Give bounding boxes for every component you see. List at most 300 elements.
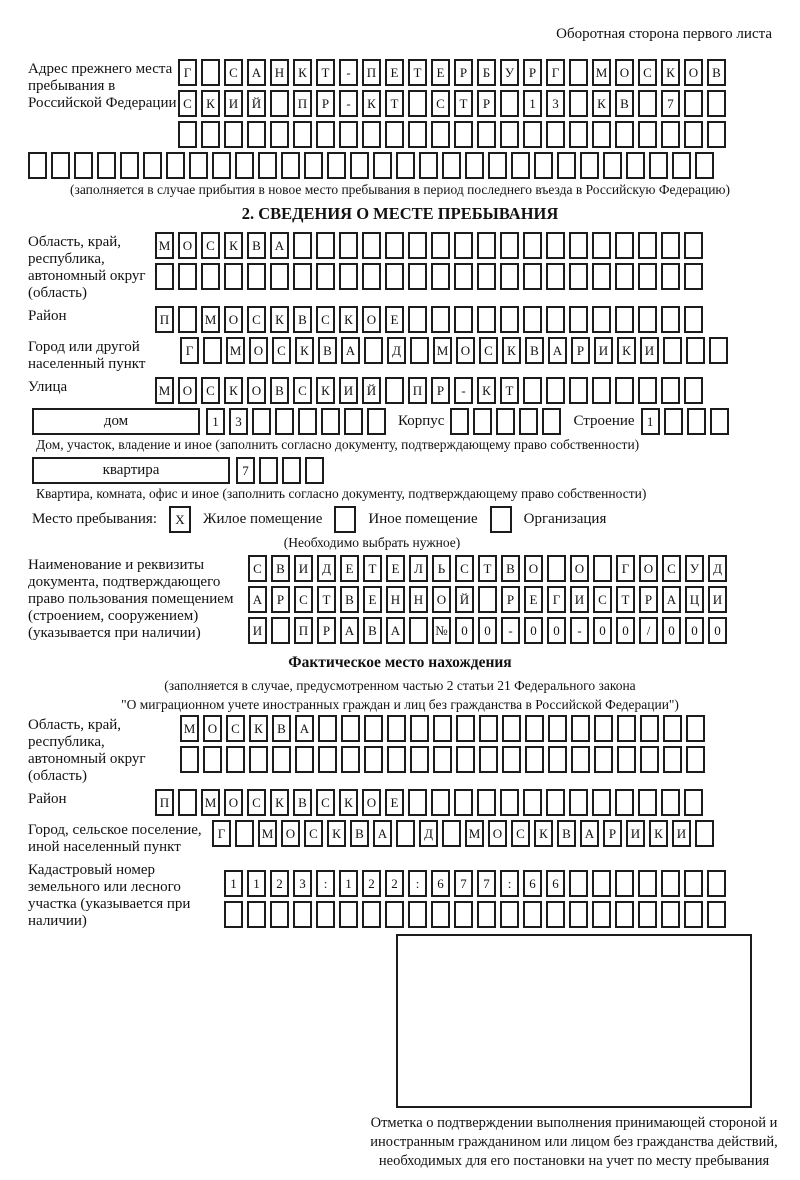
char-box <box>431 263 450 290</box>
char-box: 6 <box>523 870 542 897</box>
char-box: Р <box>523 59 542 86</box>
apartment-number-boxes <box>236 457 328 484</box>
prev-address-label: Адрес прежнего места пребывания в Российской Федерации <box>28 61 177 111</box>
char-box: А <box>270 232 289 259</box>
char-box: Т <box>317 586 336 613</box>
char-box <box>661 232 680 259</box>
char-box: А <box>247 59 266 86</box>
char-box <box>592 232 611 259</box>
char-box <box>546 263 565 290</box>
char-box: К <box>295 337 314 364</box>
char-box <box>490 506 512 533</box>
char-box: С <box>662 555 681 582</box>
district-field <box>28 306 772 333</box>
char-box <box>477 121 496 148</box>
char-box <box>247 263 266 290</box>
char-box <box>408 232 427 259</box>
char-box <box>305 457 324 484</box>
char-box <box>270 901 289 928</box>
char-box: А <box>386 617 405 644</box>
char-box: П <box>155 789 174 816</box>
char-box: Г <box>180 337 199 364</box>
char-box <box>707 901 726 928</box>
char-box: О <box>432 586 451 613</box>
char-box <box>362 121 381 148</box>
stay-type-label: Место пребывания: <box>32 511 157 527</box>
char-box: : <box>316 870 335 897</box>
char-box <box>661 901 680 928</box>
char-box: 0 <box>524 617 543 644</box>
char-box <box>387 715 406 742</box>
actual-city-row <box>212 820 718 847</box>
char-box <box>684 90 703 117</box>
char-box <box>638 121 657 148</box>
char-box <box>664 408 683 435</box>
char-box <box>362 232 381 259</box>
char-box <box>617 746 636 773</box>
char-box: С <box>479 337 498 364</box>
char-box <box>295 746 314 773</box>
district-label: Район <box>28 308 67 324</box>
char-box <box>661 263 680 290</box>
char-box <box>362 901 381 928</box>
prev-address-row-2 <box>178 90 730 117</box>
actual-region-field <box>28 715 772 785</box>
char-box: В <box>271 555 290 582</box>
char-box <box>408 901 427 928</box>
char-box <box>249 746 268 773</box>
char-box <box>224 263 243 290</box>
char-box: С <box>593 586 612 613</box>
char-box <box>477 789 496 816</box>
char-box: 7 <box>661 90 680 117</box>
char-box <box>548 715 567 742</box>
char-box <box>431 232 450 259</box>
char-box <box>271 617 290 644</box>
char-box: С <box>247 789 266 816</box>
region-field <box>28 232 772 302</box>
char-box: 1 <box>247 870 266 897</box>
char-box <box>318 715 337 742</box>
char-box <box>293 263 312 290</box>
char-box: 2 <box>270 870 289 897</box>
char-box <box>408 306 427 333</box>
char-box: А <box>341 337 360 364</box>
char-box <box>661 789 680 816</box>
char-box: 2 <box>362 870 381 897</box>
char-box: К <box>201 90 220 117</box>
char-box: Е <box>385 789 404 816</box>
char-box: О <box>224 789 243 816</box>
char-box <box>178 121 197 148</box>
char-box: К <box>661 59 680 86</box>
char-box <box>592 121 611 148</box>
char-box: У <box>685 555 704 582</box>
char-box <box>224 121 243 148</box>
char-box <box>638 377 657 404</box>
char-box: Т <box>363 555 382 582</box>
char-box <box>341 746 360 773</box>
street-row <box>155 377 707 404</box>
char-box <box>479 715 498 742</box>
apartment-caption: Квартира, комната, офис и иное (заполнить согласно документу, подтверждающему право собственности) <box>36 486 647 501</box>
char-box <box>707 870 726 897</box>
char-box <box>433 715 452 742</box>
char-box: Й <box>362 377 381 404</box>
char-box: В <box>318 337 337 364</box>
char-box <box>270 263 289 290</box>
char-box: Р <box>571 337 590 364</box>
char-box <box>580 152 599 179</box>
char-box: Л <box>409 555 428 582</box>
char-box <box>364 746 383 773</box>
char-box <box>534 152 553 179</box>
char-box <box>478 586 497 613</box>
char-box: В <box>293 789 312 816</box>
char-box <box>431 306 450 333</box>
char-box: И <box>570 586 589 613</box>
char-box <box>709 337 728 364</box>
city-field <box>28 337 772 373</box>
char-box <box>304 152 323 179</box>
char-box <box>473 408 492 435</box>
char-box: О <box>281 820 300 847</box>
char-box <box>408 263 427 290</box>
char-box <box>661 121 680 148</box>
char-box: 1 <box>206 408 225 435</box>
char-box: К <box>270 789 289 816</box>
char-box: М <box>433 337 452 364</box>
char-box <box>321 408 340 435</box>
char-box: Г <box>212 820 231 847</box>
char-box <box>592 901 611 928</box>
char-box <box>410 715 429 742</box>
char-box <box>638 870 657 897</box>
char-box <box>409 617 428 644</box>
char-box: 3 <box>546 90 565 117</box>
char-box: К <box>316 377 335 404</box>
char-box <box>707 90 726 117</box>
char-box <box>640 746 659 773</box>
char-box: О <box>249 337 268 364</box>
char-box <box>500 263 519 290</box>
district-row <box>155 306 707 333</box>
apartment-row <box>32 457 772 484</box>
char-box <box>638 232 657 259</box>
cadastral-label: Кадастровый номер земельного или лесного участка (указывается при наличии) <box>28 862 191 929</box>
char-box <box>270 121 289 148</box>
char-box: С <box>316 306 335 333</box>
char-box <box>203 746 222 773</box>
char-box <box>500 90 519 117</box>
char-box: С <box>248 555 267 582</box>
char-box <box>684 232 703 259</box>
char-box: О <box>178 377 197 404</box>
char-box <box>339 263 358 290</box>
char-box <box>592 306 611 333</box>
char-box <box>74 152 93 179</box>
char-box: М <box>201 306 220 333</box>
char-box: Т <box>454 90 473 117</box>
char-box <box>496 408 515 435</box>
char-box: 7 <box>477 870 496 897</box>
char-box: - <box>501 617 520 644</box>
char-box <box>235 152 254 179</box>
char-box: О <box>224 306 243 333</box>
char-box: С <box>224 59 243 86</box>
char-box <box>663 715 682 742</box>
char-box: В <box>707 59 726 86</box>
char-box <box>502 715 521 742</box>
char-box <box>298 408 317 435</box>
house-caption: Дом, участок, владение и иное (заполнить согласно документу, подтверждающему право собственности) <box>36 437 640 452</box>
char-box: Г <box>616 555 635 582</box>
char-box: С <box>201 232 220 259</box>
char-box <box>247 901 266 928</box>
char-box: В <box>272 715 291 742</box>
char-box <box>592 263 611 290</box>
char-box: 0 <box>616 617 635 644</box>
char-box: Р <box>603 820 622 847</box>
char-box: В <box>270 377 289 404</box>
char-box <box>500 232 519 259</box>
char-box <box>259 457 278 484</box>
actual-district-label: Район <box>28 791 67 807</box>
section2-title: 2. СВЕДЕНИЯ О МЕСТЕ ПРЕБЫВАНИЯ <box>241 204 559 223</box>
char-box <box>684 377 703 404</box>
actual-region-row-2 <box>180 746 709 773</box>
char-box <box>189 152 208 179</box>
char-box: Е <box>386 555 405 582</box>
char-box <box>615 263 634 290</box>
char-box <box>569 121 588 148</box>
char-box: Ь <box>432 555 451 582</box>
char-box: 0 <box>478 617 497 644</box>
checkbox-residential <box>169 506 195 533</box>
char-box <box>615 789 634 816</box>
char-box: 0 <box>547 617 566 644</box>
char-box: О <box>178 232 197 259</box>
char-box <box>396 152 415 179</box>
char-box <box>695 820 714 847</box>
char-box: И <box>594 337 613 364</box>
char-box <box>686 337 705 364</box>
char-box: П <box>408 377 427 404</box>
char-box <box>178 789 197 816</box>
char-box <box>387 746 406 773</box>
char-box: К <box>270 306 289 333</box>
char-box: Р <box>431 377 450 404</box>
char-box <box>51 152 70 179</box>
char-box: Н <box>270 59 289 86</box>
char-box <box>454 901 473 928</box>
char-box: И <box>626 820 645 847</box>
char-box <box>684 901 703 928</box>
char-box <box>500 306 519 333</box>
char-box <box>120 152 139 179</box>
char-box <box>431 121 450 148</box>
char-box <box>350 152 369 179</box>
char-box: 2 <box>385 870 404 897</box>
actual-city-label: Город, сельское поселение, иной населенный пункт <box>28 822 202 855</box>
char-box <box>373 152 392 179</box>
char-box: 1 <box>224 870 243 897</box>
char-box <box>569 901 588 928</box>
char-box <box>663 337 682 364</box>
char-box <box>523 306 542 333</box>
char-box <box>571 715 590 742</box>
char-box: О <box>362 789 381 816</box>
char-box <box>344 408 363 435</box>
char-box <box>334 506 356 533</box>
char-box: М <box>592 59 611 86</box>
char-box: Д <box>387 337 406 364</box>
char-box <box>362 263 381 290</box>
char-box: Н <box>386 586 405 613</box>
char-box <box>684 263 703 290</box>
cadastral-row-2 <box>224 901 730 928</box>
char-box <box>615 901 634 928</box>
char-box: В <box>525 337 544 364</box>
char-box: Б <box>477 59 496 86</box>
char-box: Т <box>385 90 404 117</box>
char-box <box>454 263 473 290</box>
char-box: А <box>373 820 392 847</box>
char-box <box>408 90 427 117</box>
char-box <box>431 789 450 816</box>
char-box: А <box>580 820 599 847</box>
char-box: С <box>294 586 313 613</box>
char-box: О <box>639 555 658 582</box>
char-box: О <box>615 59 634 86</box>
char-box <box>672 152 691 179</box>
char-box <box>615 232 634 259</box>
char-box <box>419 152 438 179</box>
korpus-boxes <box>450 408 565 435</box>
char-box: Е <box>363 586 382 613</box>
char-box <box>247 121 266 148</box>
apartment-label-box: квартира <box>32 457 230 484</box>
region-row-2 <box>155 263 707 290</box>
char-box <box>155 263 174 290</box>
char-box: И <box>672 820 691 847</box>
char-box <box>638 306 657 333</box>
region-row-1 <box>155 232 707 259</box>
char-box <box>661 306 680 333</box>
char-box <box>571 746 590 773</box>
char-box <box>546 232 565 259</box>
char-box: Е <box>385 306 404 333</box>
char-box: 6 <box>546 870 565 897</box>
char-box <box>569 90 588 117</box>
actual-region-label: Область, край, республика, автономный округ (область) <box>28 717 146 784</box>
char-box <box>166 152 185 179</box>
char-box <box>502 746 521 773</box>
char-box <box>663 746 682 773</box>
char-box: П <box>293 90 312 117</box>
char-box <box>500 901 519 928</box>
region-label: Область, край, республика, автономный округ (область) <box>28 234 146 301</box>
option-residential-label: Жилое помещение <box>203 511 323 527</box>
char-box: К <box>249 715 268 742</box>
char-box <box>454 306 473 333</box>
prev-address-row-1 <box>178 59 730 86</box>
char-box <box>687 408 706 435</box>
char-box <box>546 121 565 148</box>
char-box <box>479 746 498 773</box>
char-box: Р <box>501 586 520 613</box>
char-box: К <box>327 820 346 847</box>
char-box <box>410 337 429 364</box>
char-box <box>477 232 496 259</box>
document-row-2 <box>248 586 731 613</box>
prev-address-field <box>28 59 772 148</box>
char-box: Е <box>340 555 359 582</box>
char-box: О <box>684 59 703 86</box>
char-box <box>523 377 542 404</box>
char-box: В <box>247 232 266 259</box>
char-box: 0 <box>455 617 474 644</box>
option-organization-label: Организация <box>523 511 607 527</box>
char-box: М <box>155 232 174 259</box>
char-box: К <box>339 306 358 333</box>
char-box <box>408 789 427 816</box>
char-box: Т <box>316 59 335 86</box>
char-box <box>456 715 475 742</box>
char-box <box>684 789 703 816</box>
char-box: 0 <box>662 617 681 644</box>
char-box <box>385 232 404 259</box>
char-box <box>201 59 220 86</box>
char-box <box>203 337 222 364</box>
char-box: Т <box>408 59 427 86</box>
char-box <box>684 306 703 333</box>
char-box: П <box>155 306 174 333</box>
stay-type-note: (Необходимо выбрать нужное) <box>283 535 461 550</box>
char-box <box>547 555 566 582</box>
char-box <box>282 457 301 484</box>
char-box <box>396 820 415 847</box>
char-box: М <box>155 377 174 404</box>
cadastral-row-1 <box>224 870 730 897</box>
char-box <box>316 901 335 928</box>
char-box: 1 <box>523 90 542 117</box>
char-box: В <box>615 90 634 117</box>
char-box <box>525 715 544 742</box>
street-field <box>28 377 772 404</box>
char-box: Е <box>385 59 404 86</box>
char-box: О <box>456 337 475 364</box>
actual-location-caption-1: (заполняется в случае, предусмотренном частью 2 статьи 21 Федерального закона <box>164 678 636 693</box>
char-box <box>615 306 634 333</box>
char-box: О <box>203 715 222 742</box>
char-box <box>477 901 496 928</box>
char-box: : <box>408 870 427 897</box>
actual-city-field <box>28 820 772 856</box>
char-box <box>367 408 386 435</box>
char-box <box>252 408 271 435</box>
char-box: : <box>500 870 519 897</box>
char-box: А <box>295 715 314 742</box>
actual-district-row <box>155 789 707 816</box>
char-box: Д <box>419 820 438 847</box>
char-box <box>327 152 346 179</box>
char-box <box>385 263 404 290</box>
char-box: № <box>432 617 451 644</box>
char-box: В <box>350 820 369 847</box>
char-box <box>525 746 544 773</box>
char-box: И <box>224 90 243 117</box>
